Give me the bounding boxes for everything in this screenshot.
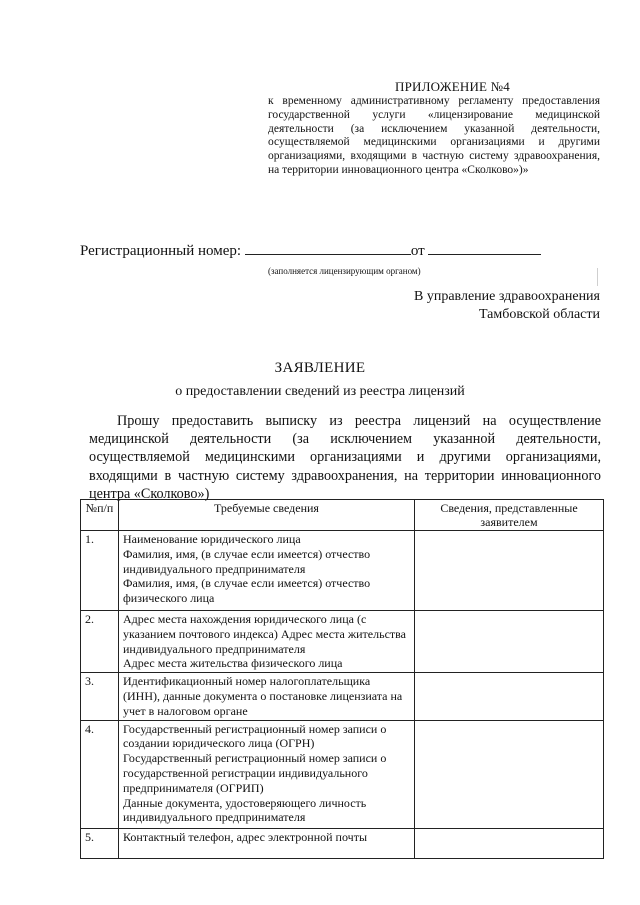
row-line: Адрес места жительства физического лица — [123, 656, 343, 671]
appendix-text: к временному административному регламенту предоставления государственной услуги «лицензирование медицинской деятельности (за исключением указанной деятельности, осуществляемой медицинскими организациями и другими организациями, входящими в частную систему здравоохранения, на территории инновационного центра «Сколково»)» — [268, 95, 600, 176]
row-line: Государственный регистрационный номер записи о государственной регистрации индивидуального предпринимателя (ОГРИП) — [123, 751, 387, 795]
row-line: Фамилия, имя, (в случае если имеется) отчество физического лица — [123, 576, 371, 606]
applicant-value-field[interactable] — [415, 673, 604, 720]
applicant-value-field[interactable] — [415, 720, 604, 828]
registration-date-label: от — [410, 243, 425, 259]
table-row — [81, 828, 604, 858]
applicant-value-field[interactable] — [415, 531, 604, 611]
document-subtitle: о предоставлении сведений из реестра лицензий — [175, 384, 465, 399]
row-line: Идентификационный номер налогоплательщика (ИНН), данные документа о постановке лицензиата на учет в налоговом органе — [123, 674, 403, 718]
addressee-line-2: Тамбовской области — [478, 307, 600, 322]
header-num: №п/п — [81, 500, 119, 531]
request-text: Прошу предоставить выписку из реестра лицензий на осуществление медицинской деятельности (за исключением указанной деятельности, осуществляемой медицинскими организациями и другими организациями, входящими в частную систему здравоохранения, на территории инновационного центра «Сколково») — [89, 413, 601, 502]
registration-number-field — [245, 242, 411, 255]
applicant-value-field[interactable] — [415, 611, 604, 673]
applicant-value-field[interactable] — [415, 828, 604, 858]
table-row — [81, 611, 604, 673]
scan-mark — [597, 268, 598, 286]
row-required-info — [119, 828, 415, 858]
row-number: 3. — [81, 673, 119, 720]
table-row — [81, 720, 604, 828]
addressee-line-1: В управление здравоохранения — [414, 289, 600, 304]
document-title: ЗАЯВЛЕНИЕ — [274, 360, 366, 376]
row-number: 4. — [81, 720, 119, 828]
row-required-info — [119, 611, 415, 673]
addressee — [414, 288, 600, 324]
registration-label: Регистрационный номер: — [80, 243, 242, 259]
row-line: Адрес места нахождения юридического лица (с указанием почтового индекса) Адрес места жительства индивидуального предпринимателя — [123, 612, 406, 656]
row-line: Данные документа, удостоверяющего личность индивидуального предпринимателя — [123, 795, 367, 825]
row-line: Фамилия, имя, (в случае если имеется) отчество индивидуального предпринимателя — [123, 546, 371, 576]
row-number: 1. — [81, 531, 119, 611]
row-number: 5. — [81, 828, 119, 858]
registration-line — [80, 242, 541, 260]
row-line: Государственный регистрационный номер записи о создании юридического лица (ОГРН) — [123, 721, 387, 751]
information-table — [80, 499, 604, 859]
registration-note: (заполняется лицензирующим органом) — [268, 266, 421, 276]
row-required-info — [119, 720, 415, 828]
table-header-row — [81, 500, 604, 531]
row-line: Контактный телефон, адрес электронной почты — [123, 829, 368, 844]
table-row — [81, 673, 604, 720]
header-provided: Сведения, представленные заявителем — [415, 500, 604, 531]
registration-date-field — [428, 242, 541, 255]
row-required-info — [119, 531, 415, 611]
table-row — [81, 531, 604, 611]
row-line: Наименование юридического лица — [123, 532, 301, 546]
row-required-info — [119, 673, 415, 720]
row-number: 2. — [81, 611, 119, 673]
appendix-title: ПРИЛОЖЕНИЕ №4 — [395, 79, 510, 94]
header-required: Требуемые сведения — [119, 500, 415, 531]
